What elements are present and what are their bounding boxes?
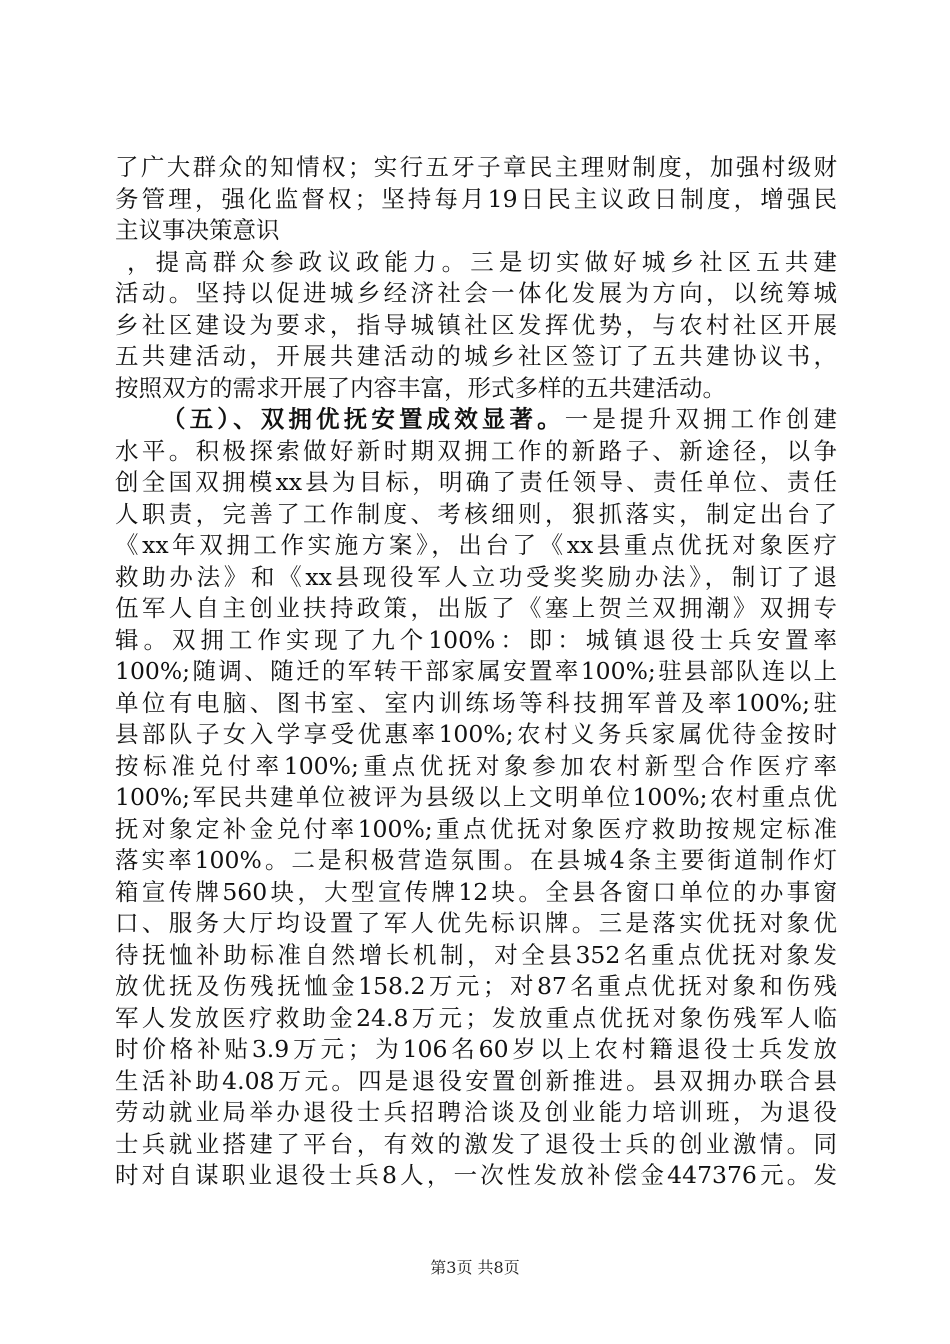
text-line: 救助办法》和《xx县现役军人立功受奖奖励办法》，制订了退	[115, 562, 837, 591]
text-line: 辑。双拥工作实现了九个100%：即：城镇退役士兵安置率	[115, 625, 837, 654]
text-line: 待抚恤补助标准自然增长机制，对全县352名重点优抚对象发	[115, 940, 837, 969]
text-line: 抚对象定补金兑付率100%;重点优抚对象医疗救助按规定标准	[115, 814, 837, 843]
text-line: 务管理，强化监督权；坚持每月19日民主议政日制度，增强民	[115, 184, 837, 213]
document-body	[115, 152, 837, 1192]
text-line: 主议事决策意识	[115, 216, 280, 244]
text-line: 人职责，完善了工作制度、考核细则，狠抓落实，制定出台了	[115, 499, 837, 528]
text-line: 时价格补贴3.9万元；为106名60岁以上农村籍退役士兵发放	[115, 1035, 837, 1063]
text-line: ，提高群众参政议政能力。三是切实做好城乡社区五共建	[127, 247, 837, 276]
text-line: 士兵就业搭建了平台，有效的激发了退役士兵的创业激情。同	[115, 1129, 837, 1158]
text-line: 创全国双拥模xx县为目标，明确了责任领导、责任单位、责任	[115, 468, 837, 496]
paragraph-double-support	[115, 404, 837, 1192]
text-line: 箱宣传牌560块，大型宣传牌12块。全县各窗口单位的办事窗	[115, 877, 837, 906]
text-line: 口、服务大厅均设置了军人优先标识牌。三是落实优抚对象优	[115, 909, 837, 937]
text-line: 水平。积极探索做好新时期双拥工作的新路子、新途径，以争	[115, 436, 837, 465]
text-line: 县部队子女入学享受优惠率100%;农村义务兵家属优待金按时	[115, 720, 837, 748]
text-line: 伍军人自主创业扶持政策，出版了《塞上贺兰双拥潮》双拥专	[115, 594, 837, 622]
text-line: 100%;军民共建单位被评为县级以上文明单位100%;农村重点优	[115, 783, 837, 811]
text-line: 按照双方的需求开展了内容丰富，形式多样的五共建活动。	[115, 373, 726, 402]
text-line: 《xx年双拥工作实施方案》，出台了《xx县重点优抚对象医疗	[115, 531, 837, 559]
text-line: 放优抚及伤残抚恤金158.2万元；对87名重点优抚对象和伤残	[115, 972, 837, 1000]
section-heading: （五）、双拥优抚安置成效显著。	[162, 405, 565, 433]
text-line: 时对自谋职业退役士兵8人，一次性发放补偿金447376元。发	[115, 1161, 837, 1189]
page-footer	[0, 1255, 950, 1278]
paragraph-first-line	[115, 404, 837, 436]
text-line: 乡社区建设为要求，指导城镇社区发挥优势，与农村社区开展	[115, 310, 837, 339]
text-line: 活动。坚持以促进城乡经济社会一体化发展为方向，以统筹城	[115, 279, 837, 307]
text-segment: 一是提升双拥工作创建	[564, 405, 837, 433]
text-line: 了广大群众的知情权；实行五牙子章民主理财制度，加强村级财	[115, 153, 837, 181]
text-line: 落实率100%。二是积极营造氛围。在县城4条主要街道制作灯	[115, 846, 837, 874]
page-number: 第3页 共8页	[430, 1258, 520, 1277]
text-line: 单位有电脑、图书室、室内训练场等科技拥军普及率100%;驻	[115, 688, 837, 717]
text-line: 军人发放医疗救助金24.8万元；发放重点优抚对象伤残军人临	[115, 1003, 837, 1032]
text-line: 五共建活动，开展共建活动的城乡社区签订了五共建协议书，	[115, 342, 837, 370]
text-line: 100%;随调、随迁的军转干部家属安置率100%;驻县部队连以上	[115, 657, 837, 685]
paragraph-democracy	[115, 152, 837, 404]
text-line: 劳动就业局举办退役士兵招聘洽谈及创业能力培训班，为退役	[115, 1098, 837, 1126]
text-line: 按标准兑付率100%;重点优抚对象参加农村新型合作医疗率	[115, 751, 837, 780]
text-line: 生活补助4.08万元。四是退役安置创新推进。县双拥办联合县	[115, 1066, 837, 1095]
